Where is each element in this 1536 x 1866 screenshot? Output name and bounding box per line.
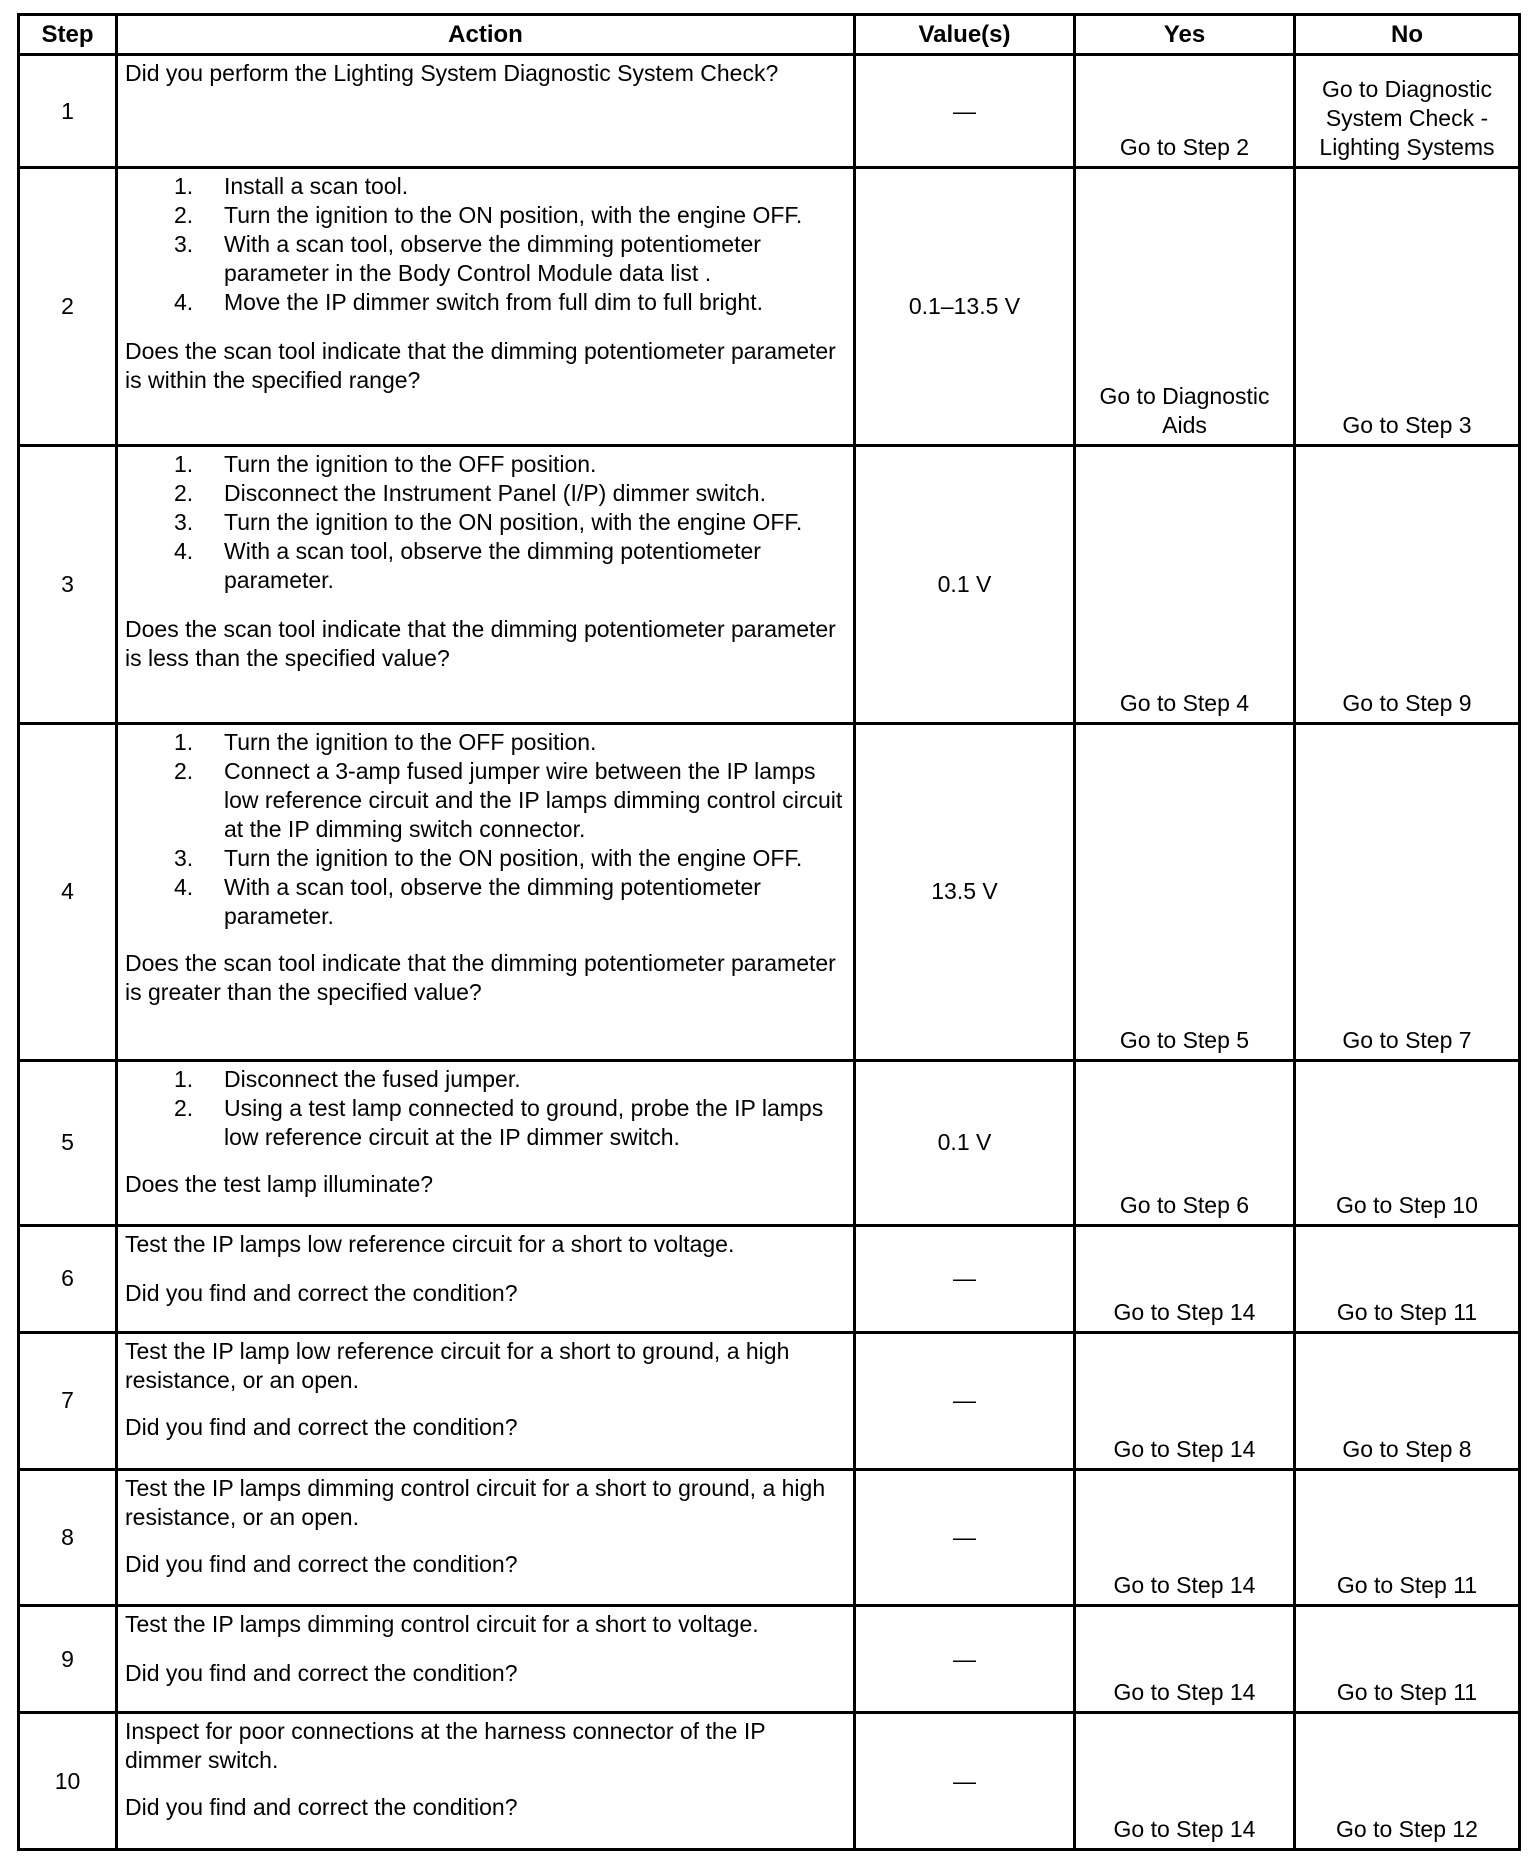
procedure-list <box>125 728 845 931</box>
procedure-item <box>174 172 845 201</box>
no-action-cell: Go to Step 10 <box>1295 1060 1520 1225</box>
no-action-cell: Go to Step 11 <box>1295 1469 1520 1606</box>
table-row <box>19 1713 1520 1850</box>
procedure-item-number: 2. <box>174 480 194 507</box>
procedure-item <box>174 757 845 844</box>
yes-action-cell: Go to Step 14 <box>1075 1713 1295 1850</box>
header-action: Action <box>117 15 855 55</box>
action-cell <box>117 1606 855 1713</box>
action-instruction: Test the IP lamps low reference circuit for a short to voltage. <box>125 1230 735 1257</box>
procedure-item-number: 1. <box>174 173 194 200</box>
table-row <box>19 55 1520 168</box>
value-cell: 13.5 V <box>855 723 1075 1060</box>
procedure-list <box>125 1065 845 1152</box>
procedure-item-number: 4. <box>174 538 194 565</box>
table-row <box>19 168 1520 446</box>
procedure-item-text: Turn the ignition to the ON position, with the engine OFF. <box>224 509 803 536</box>
procedure-item-number: 2. <box>174 757 194 784</box>
procedure-item-number: 3. <box>174 231 194 258</box>
procedure-item-text: With a scan tool, observe the dimming potentiometer parameter. <box>224 538 761 594</box>
action-question: Does the scan tool indicate that the dimming potentiometer parameter is greater than the specified value? <box>125 949 836 1005</box>
yes-action-cell: Go to Step 2 <box>1075 55 1295 168</box>
action-cell <box>117 1713 855 1850</box>
yes-action-cell: Go to Step 14 <box>1075 1469 1295 1606</box>
procedure-item <box>174 537 845 595</box>
yes-action-cell: Go to Step 4 <box>1075 446 1295 724</box>
action-instruction: Test the IP lamps dimming control circuit for a short to voltage. <box>125 1611 759 1638</box>
step-number: 2 <box>19 168 117 446</box>
procedure-item-text: Move the IP dimmer switch from full dim to full bright. <box>224 289 763 316</box>
step-number: 10 <box>19 1713 117 1850</box>
procedure-item-number: 3. <box>174 509 194 536</box>
no-action-cell: Go to Step 8 <box>1295 1332 1520 1469</box>
procedure-item <box>174 201 845 230</box>
procedure-item-text: Turn the ignition to the ON position, with the engine OFF. <box>224 202 803 229</box>
value-cell: — <box>855 1332 1075 1469</box>
yes-action-cell: Go to Step 14 <box>1075 1225 1295 1332</box>
action-cell <box>117 1332 855 1469</box>
procedure-item-text: Disconnect the Instrument Panel (I/P) dimmer switch. <box>224 480 766 507</box>
action-cell <box>117 1060 855 1225</box>
action-question: Does the test lamp illuminate? <box>125 1170 434 1197</box>
value-cell: — <box>855 1225 1075 1332</box>
table-row <box>19 1332 1520 1469</box>
action-question: Does the scan tool indicate that the dimming potentiometer parameter is less than the specified value? <box>125 616 836 672</box>
procedure-item-text: Turn the ignition to the OFF position. <box>224 451 597 478</box>
procedure-item-number: 1. <box>174 728 194 755</box>
yes-action-cell: Go to Diagnostic Aids <box>1075 168 1295 446</box>
action-question: Did you find and correct the condition? <box>125 1279 518 1306</box>
action-cell <box>117 168 855 446</box>
procedure-item-number: 3. <box>174 844 194 871</box>
action-instruction: Test the IP lamps dimming control circuit for a short to ground, a high resistance, or an open. <box>125 1474 826 1530</box>
action-instruction: Test the IP lamp low reference circuit for a short to ground, a high resistance, or an open. <box>125 1337 790 1393</box>
header-step: Step <box>19 15 117 55</box>
action-question: Did you perform the Lighting System Diagnostic System Check? <box>125 60 779 86</box>
procedure-item <box>174 230 845 288</box>
step-number: 4 <box>19 723 117 1060</box>
procedure-item-number: 1. <box>174 1065 194 1092</box>
no-action-cell: Go to Step 3 <box>1295 168 1520 446</box>
procedure-item <box>174 288 845 317</box>
step-number: 7 <box>19 1332 117 1469</box>
step-number: 3 <box>19 446 117 724</box>
header-yes: Yes <box>1075 15 1295 55</box>
action-question: Did you find and correct the condition? <box>125 1660 518 1687</box>
procedure-item <box>174 508 845 537</box>
procedure-item <box>174 1094 845 1152</box>
procedure-item <box>174 479 845 508</box>
table-row <box>19 1060 1520 1225</box>
no-action-cell: Go to Step 9 <box>1295 446 1520 724</box>
action-cell <box>117 723 855 1060</box>
procedure-item-text: With a scan tool, observe the dimming potentiometer parameter. <box>224 873 761 929</box>
procedure-item <box>174 844 845 873</box>
step-number: 9 <box>19 1606 117 1713</box>
table-row <box>19 723 1520 1060</box>
action-question: Did you find and correct the condition? <box>125 1794 518 1821</box>
procedure-item-text: Connect a 3-amp fused jumper wire between the IP lamps low reference circuit and the IP lamps dimming control circuit at the IP dimming switch connector. <box>224 757 843 842</box>
action-cell <box>117 1225 855 1332</box>
procedure-list <box>125 450 845 595</box>
yes-action-cell: Go to Step 5 <box>1075 723 1295 1060</box>
yes-action-cell: Go to Step 14 <box>1075 1606 1295 1713</box>
step-number: 5 <box>19 1060 117 1225</box>
step-number: 8 <box>19 1469 117 1606</box>
header-values: Value(s) <box>855 15 1075 55</box>
action-cell <box>117 446 855 724</box>
yes-action-cell: Go to Step 6 <box>1075 1060 1295 1225</box>
diagnostic-table <box>17 13 1521 1851</box>
value-cell: — <box>855 1713 1075 1850</box>
table-body <box>19 55 1520 1850</box>
step-number: 1 <box>19 55 117 168</box>
procedure-item-number: 2. <box>174 202 194 229</box>
header-row <box>19 15 1520 55</box>
no-action-cell: Go to Step 12 <box>1295 1713 1520 1850</box>
procedure-item <box>174 873 845 931</box>
procedure-item-text: With a scan tool, observe the dimming potentiometer parameter in the Body Control Module data list . <box>224 231 761 287</box>
action-cell <box>117 1469 855 1606</box>
action-instruction: Inspect for poor connections at the harness connector of the IP dimmer switch. <box>125 1718 766 1774</box>
action-question: Does the scan tool indicate that the dimming potentiometer parameter is within the specified range? <box>125 338 836 394</box>
procedure-item-text: Install a scan tool. <box>224 173 409 200</box>
header-no: No <box>1295 15 1520 55</box>
procedure-item-number: 2. <box>174 1094 194 1121</box>
procedure-item-number: 1. <box>174 451 194 478</box>
action-question: Did you find and correct the condition? <box>125 1550 518 1577</box>
action-question: Did you find and correct the condition? <box>125 1413 518 1440</box>
action-cell <box>117 55 855 168</box>
procedure-item-number: 4. <box>174 289 194 316</box>
procedure-item-text: Disconnect the fused jumper. <box>224 1065 521 1092</box>
table-row <box>19 1606 1520 1713</box>
procedure-item-text: Using a test lamp connected to ground, probe the IP lamps low reference circuit at the IP dimmer switch. <box>224 1094 824 1150</box>
procedure-item <box>174 1065 845 1094</box>
value-cell: — <box>855 1469 1075 1606</box>
step-number: 6 <box>19 1225 117 1332</box>
yes-action-cell: Go to Step 14 <box>1075 1332 1295 1469</box>
no-action-cell: Go to Step 7 <box>1295 723 1520 1060</box>
table-row <box>19 1225 1520 1332</box>
procedure-item-text: Turn the ignition to the OFF position. <box>224 728 597 755</box>
value-cell: 0.1–13.5 V <box>855 168 1075 446</box>
no-action-cell: Go to Step 11 <box>1295 1606 1520 1713</box>
value-cell: — <box>855 55 1075 168</box>
procedure-list <box>125 172 845 317</box>
no-action-cell: Go to Step 11 <box>1295 1225 1520 1332</box>
procedure-item <box>174 450 845 479</box>
procedure-item <box>174 728 845 757</box>
no-action-cell: Go to Diagnostic System Check - Lighting Systems <box>1295 55 1520 168</box>
table-row <box>19 1469 1520 1606</box>
value-cell: 0.1 V <box>855 1060 1075 1225</box>
value-cell: — <box>855 1606 1075 1713</box>
value-cell: 0.1 V <box>855 446 1075 724</box>
table-row <box>19 446 1520 724</box>
procedure-item-number: 4. <box>174 873 194 900</box>
procedure-item-text: Turn the ignition to the ON position, with the engine OFF. <box>224 844 803 871</box>
